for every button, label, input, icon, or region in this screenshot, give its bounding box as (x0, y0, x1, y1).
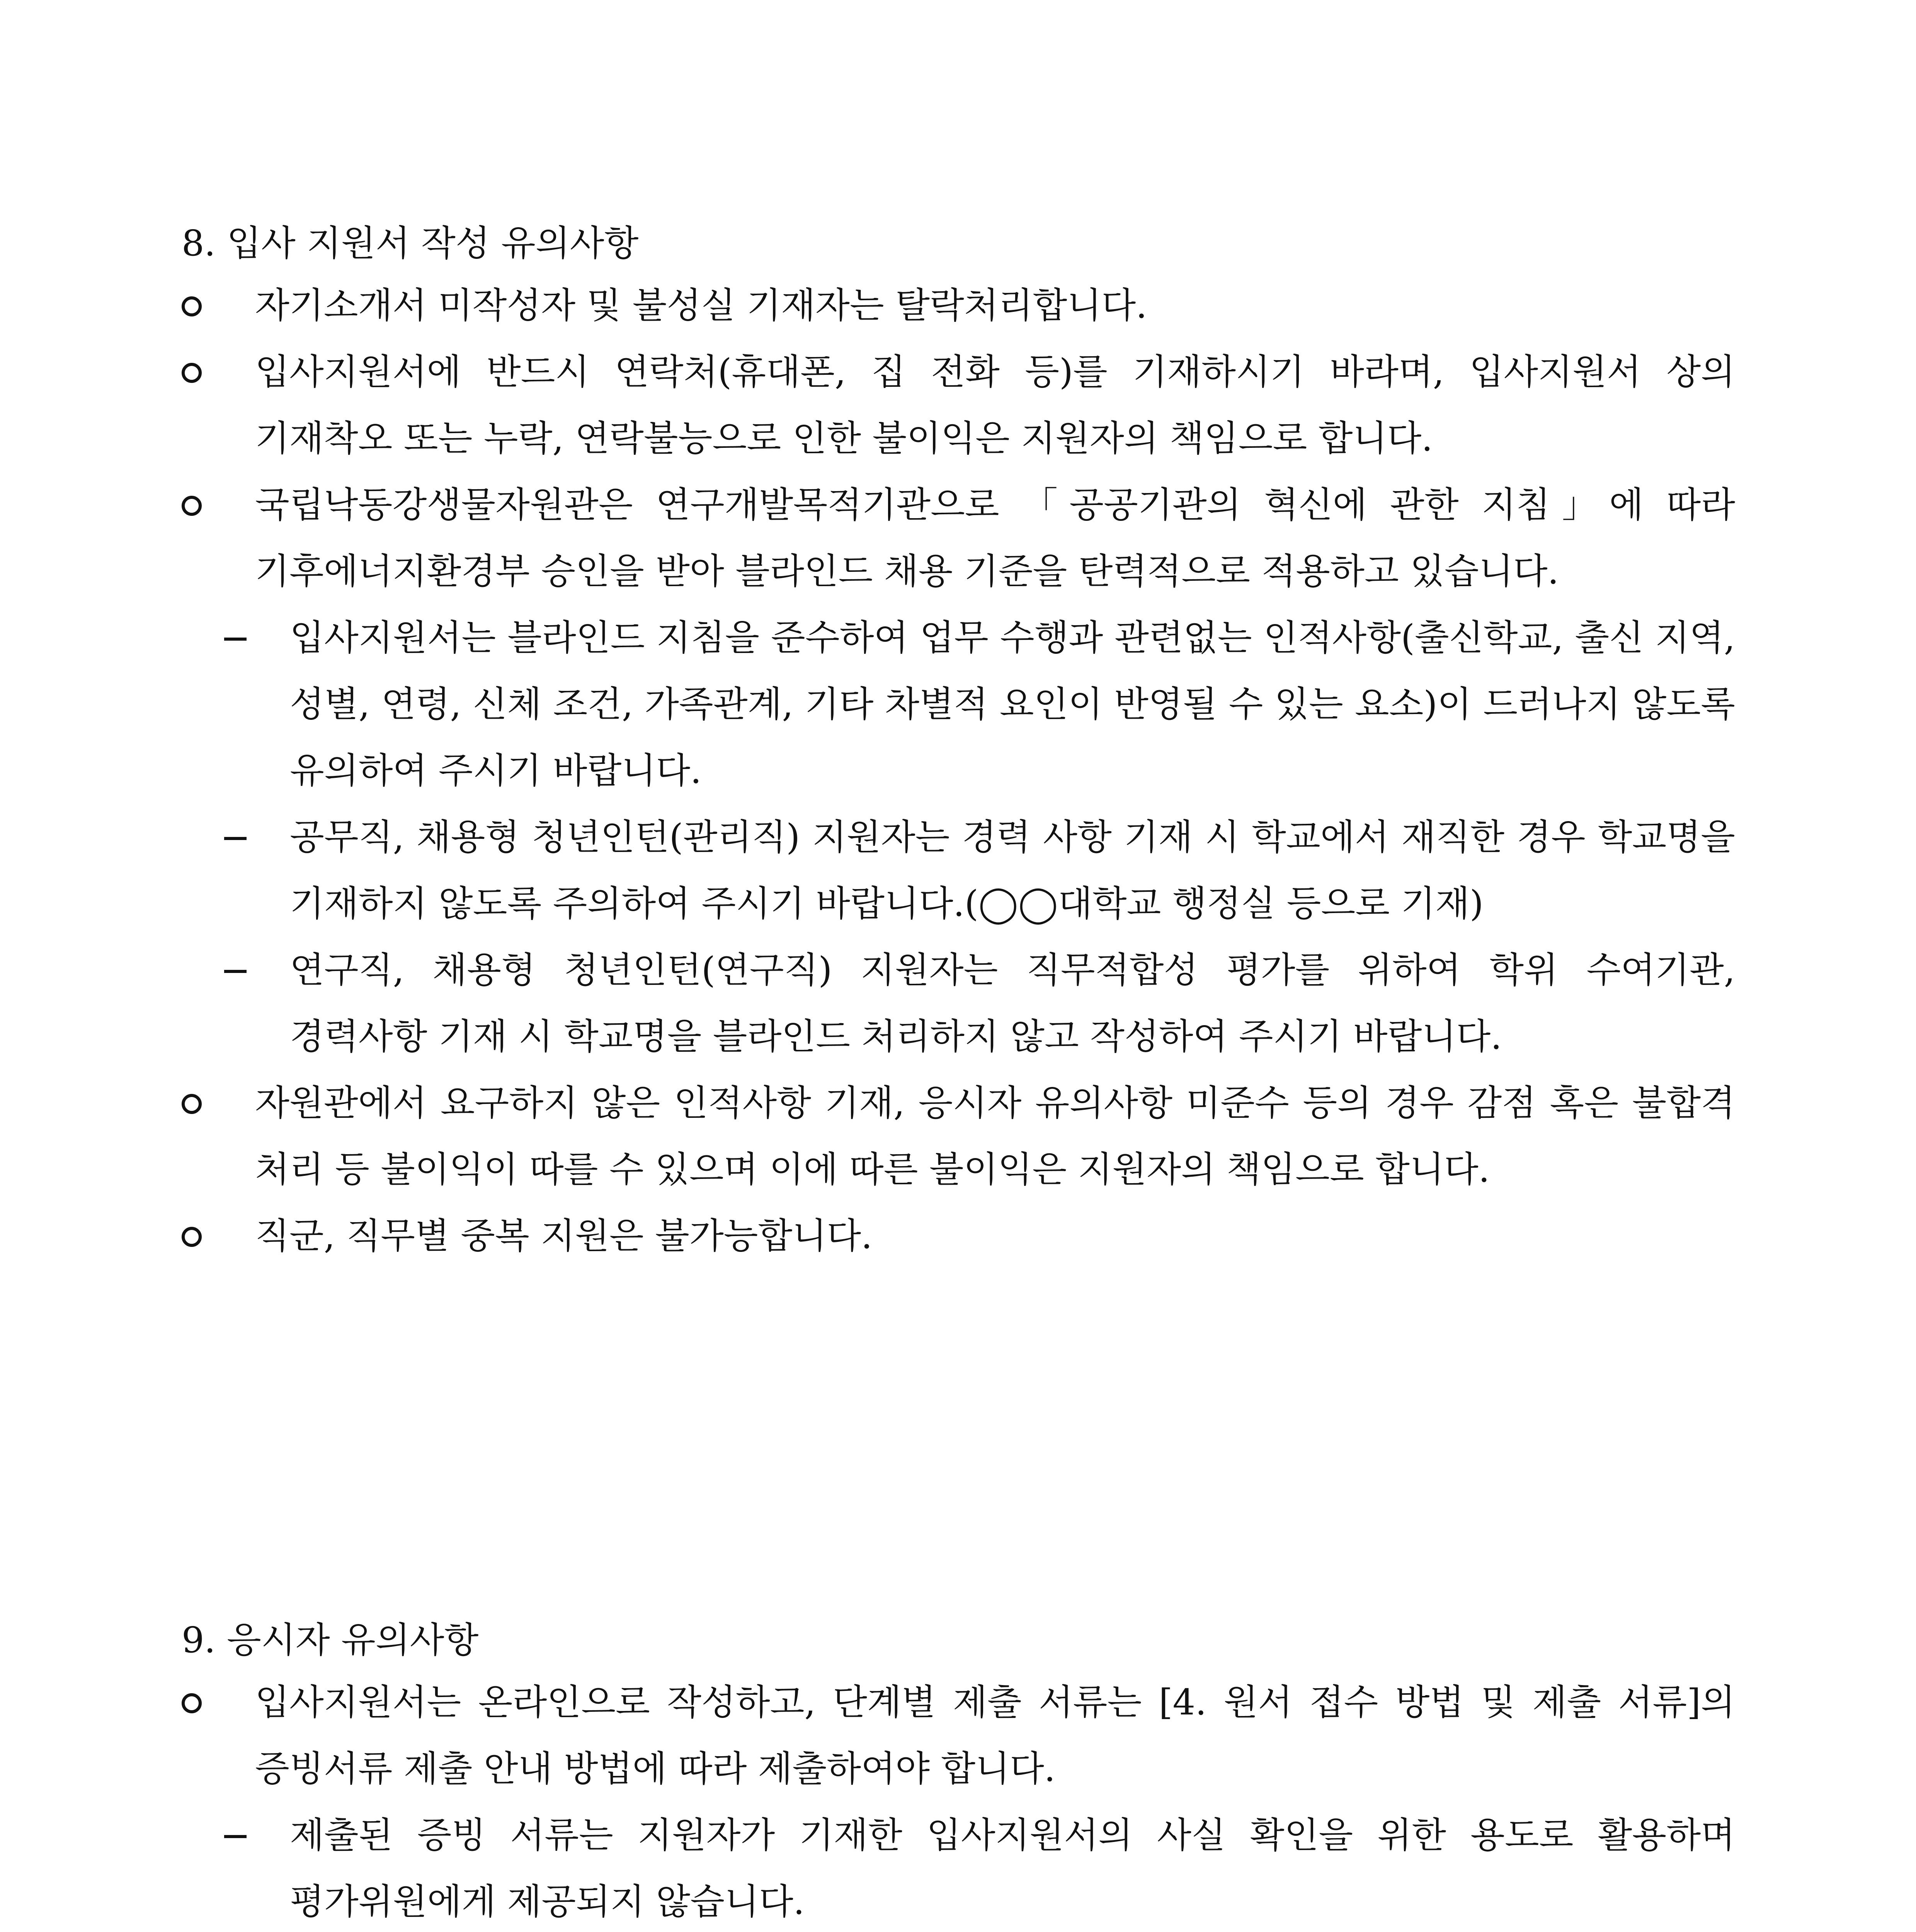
list-subitem (290, 605, 1735, 804)
item-text: 제출된 증빙 서류는 지원자가 기재한 입사지원서의 사실 확인을 위한 용도로 활용하며 평가위원에게 제공되지 않습니다. (290, 1815, 1735, 1922)
circle-bullet-icon (182, 339, 202, 405)
list-subitem (290, 937, 1735, 1070)
circle-bullet-icon (182, 1669, 202, 1736)
dash-bullet-icon (224, 1802, 247, 1869)
dash-bullet-icon (224, 937, 247, 1003)
section-heading: 9. 응시자 유의사항 (182, 1619, 479, 1661)
item-text: 입사지원서는 온라인으로 작성하고, 단계별 제출 서류는 [4. 원서 접수 방법 및 제출 서류]의 증빙서류 제출 안내 방법에 따라 제출하여야 합니다. (255, 1682, 1735, 1789)
list-item (255, 1070, 1735, 1203)
circle-bullet-icon (182, 1203, 202, 1269)
section-applicant-notes (182, 1611, 1735, 1932)
section-application-notes (182, 214, 1735, 1269)
item-text: 자기소개서 미작성자 및 불성실 기재자는 탈락처리합니다. (255, 285, 1147, 326)
item-text: 자원관에서 요구하지 않은 인적사항 기재, 응시자 유의사항 미준수 등의 경우 감점 혹은 불합격 처리 등 불이익이 따를 수 있으며 이에 따른 불이익은 지원자의 책임으로 합니다. (255, 1082, 1735, 1190)
circle-bullet-icon (182, 1070, 202, 1136)
item-text: 연구직, 채용형 청년인턴(연구직) 지원자는 직무적합성 평가를 위하여 학위 수여기관, 경력사항 기재 시 학교명을 블라인드 처리하지 않고 작성하여 주시기 바랍니다. (290, 949, 1735, 1057)
list-subitem (290, 804, 1735, 937)
item-text: 입사지원서는 블라인드 지침을 준수하여 업무 수행과 관련없는 인적사항(출신학교, 출신 지역, 성별, 연령, 신체 조건, 가족관계, 기타 차별적 요인이 반영될 수 있는 요소)이 드러나지 않도록 유의하여 주시기 바랍니다. (290, 617, 1735, 791)
dash-bullet-icon (224, 804, 247, 871)
list-item (255, 472, 1735, 605)
item-text: 직군, 직무별 중복 지원은 불가능합니다. (255, 1215, 873, 1257)
list-item (255, 1203, 1735, 1269)
dash-bullet-icon (224, 605, 247, 671)
list-subitem (290, 1802, 1735, 1932)
item-text: 국립낙동강생물자원관은 연구개발목적기관으로 「공공기관의 혁신에 관한 지침」에 따라 기후에너지환경부 승인을 받아 블라인드 채용 기준을 탄력적으로 적용하고 있습니다. (255, 484, 1735, 592)
list-item (255, 272, 1735, 339)
section-heading: 8. 입사 지원서 작성 유의사항 (182, 223, 639, 264)
circle-bullet-icon (182, 472, 202, 538)
circle-bullet-icon (182, 272, 202, 339)
item-text: 공무직, 채용형 청년인턴(관리직) 지원자는 경력 사항 기재 시 학교에서 재직한 경우 학교명을 기재하지 않도록 주의하여 주시기 바랍니다.(◯◯대학교 행정실 등으로 기재) (290, 816, 1735, 924)
item-text: 입사지원서에 반드시 연락처(휴대폰, 집 전화 등)를 기재하시기 바라며, 입사지원서 상의 기재착오 또는 누락, 연락불능으로 인한 불이익은 지원자의 책임으로 합니다. (255, 351, 1735, 459)
list-item (255, 1669, 1735, 1802)
list-item (255, 339, 1735, 472)
